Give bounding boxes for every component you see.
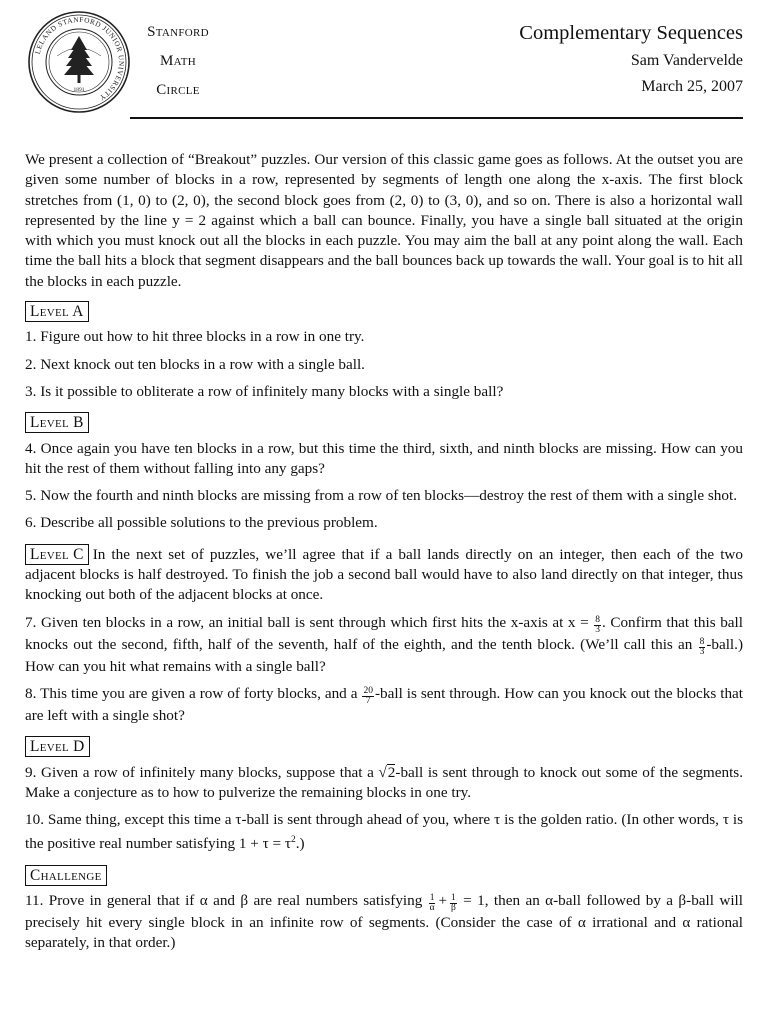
date: March 25, 2007 [641, 78, 743, 95]
problem-7-text: -ball.) How can you hit what remains with a single ball? [25, 635, 743, 675]
plus-sign: + [438, 892, 448, 910]
level-d-heading: Level D [25, 736, 90, 757]
problem-8-text: 8. This time you are given a row of forty blocks, and a [25, 684, 362, 702]
fraction-20-7: $\frac{20}{7}$ [363, 685, 373, 706]
document-title: Complementary Sequences [519, 22, 743, 44]
problem-7 [25, 613, 743, 677]
problem-9-text: -ball is sent through to knock out some of the segments. Make a conjecture as to how to pulverize the remaining blocks in one try. [25, 763, 743, 801]
sqrt-2: √2 [378, 763, 396, 781]
challenge-heading: Challenge [25, 865, 107, 886]
organization-name [130, 18, 226, 105]
problem-3: 3. Is it possible to obliterate a row of infinitely many blocks with a single ball? [25, 382, 504, 400]
problem-2: 2. Next knock out ten blocks in a row with a single ball. [25, 355, 365, 373]
fraction-8-3: $\frac{8}{3}$ [595, 614, 600, 635]
problem-11-text: 11. Prove in general that if α and β are real numbers satisfying [25, 892, 428, 910]
fraction-1-beta: $\frac{1}{\beta}$ [451, 893, 456, 914]
level-a-heading: Level A [25, 301, 89, 322]
problem-5: 5. Now the fourth and ninth blocks are missing from a row of ten blocks—destroy the rest of them with a single shot. [25, 487, 737, 505]
exponent: 2 [290, 835, 296, 846]
problem-7-text: . Confirm that this ball knocks out the second, fifth, half of the seventh, half of the eighth, and the tenth block. (We’ll call this an [25, 613, 743, 653]
header-rule [130, 117, 743, 119]
document-meta [519, 18, 743, 100]
level-c-intro [25, 544, 743, 606]
fraction-8-3: $\frac{8}{3}$ [699, 636, 705, 657]
problem-11-text: = 1, then an α-ball followed by a β-ball will precisely hit every single block in an infinite row of segments. (Consider the case of α irrational and α rational separately, in that order.) [25, 892, 743, 952]
org-line: Circle [156, 82, 200, 98]
svg-text:1891: 1891 [73, 87, 85, 93]
svg-text:LELAND STANFORD JUNIOR UNIVERS: LELAND STANFORD JUNIOR UNIVERSITY [33, 15, 126, 102]
problem-10-text: 10. Same thing, except this time a τ-ball is sent through ahead of you, where τ is the golden ratio. (In other words, τ is the positive real number satisfying 1 + τ = τ [25, 811, 743, 853]
intro-paragraph: We present a collection of “Breakout” puzzles. Our version of this classic game goes as follows. At the outset you are given some number of blocks in a row, represented by segments of length one along the x-axis. The first block stretches from (1, 0) to (2, 0), the second block goes from (2, 0) to (3, 0), and so on. There is also a horizontal wall represented by the line y = 2 against which a ball can bounce. Finally, you have a single ball situated at the origin with which you must knock out all the blocks in each puzzle. You may aim the ball at any point along the wall. Each time the ball hits a block that segment disappears and the ball bounces back up towards the wall. Your goal is to hit all the blocks in each puzzle. [25, 151, 743, 290]
problem-10-text: .) [295, 835, 305, 853]
fraction-1-alpha: $\frac{1}{\alpha}$ [429, 893, 435, 914]
problem-11 [25, 891, 743, 954]
problem-8 [25, 684, 743, 726]
stanford-seal-logo [27, 10, 131, 114]
problem-9-text: 9. Given a row of infinitely many blocks, suppose that a [25, 763, 379, 781]
problem-1: 1. Figure out how to hit three blocks in a row in one try. [25, 328, 365, 346]
problem-8-text: -ball is sent through. How can you knock out the blocks that are left with a single shot? [25, 684, 743, 724]
level-c-text: In the next set of puzzles, we’ll agree that if a ball lands directly on an integer, then each of the two adjacent blocks is half destroyed. To finish the job a second ball would have to also land directly on that integer, thus knocking out both of the adjacent blocks at once. [25, 545, 743, 604]
problem-4: 4. Once again you have ten blocks in a row, but this time the third, sixth, and ninth blocks are missing. How can you hit the rest of them without falling into any gaps? [25, 439, 743, 477]
level-b-heading: Level B [25, 412, 89, 433]
author: Sam Vandervelde [630, 52, 743, 69]
problem-10 [25, 810, 743, 855]
org-line: Stanford [147, 24, 209, 40]
problem-6: 6. Describe all possible solutions to the previous problem. [25, 514, 378, 532]
problem-9 [25, 763, 743, 804]
org-line: Math [160, 53, 196, 69]
problem-7-text: 7. Given ten blocks in a row, an initial ball is sent through which first hits the x-axis at x = [25, 613, 594, 631]
level-c-heading: Level C [25, 544, 89, 565]
document-body [25, 150, 743, 961]
